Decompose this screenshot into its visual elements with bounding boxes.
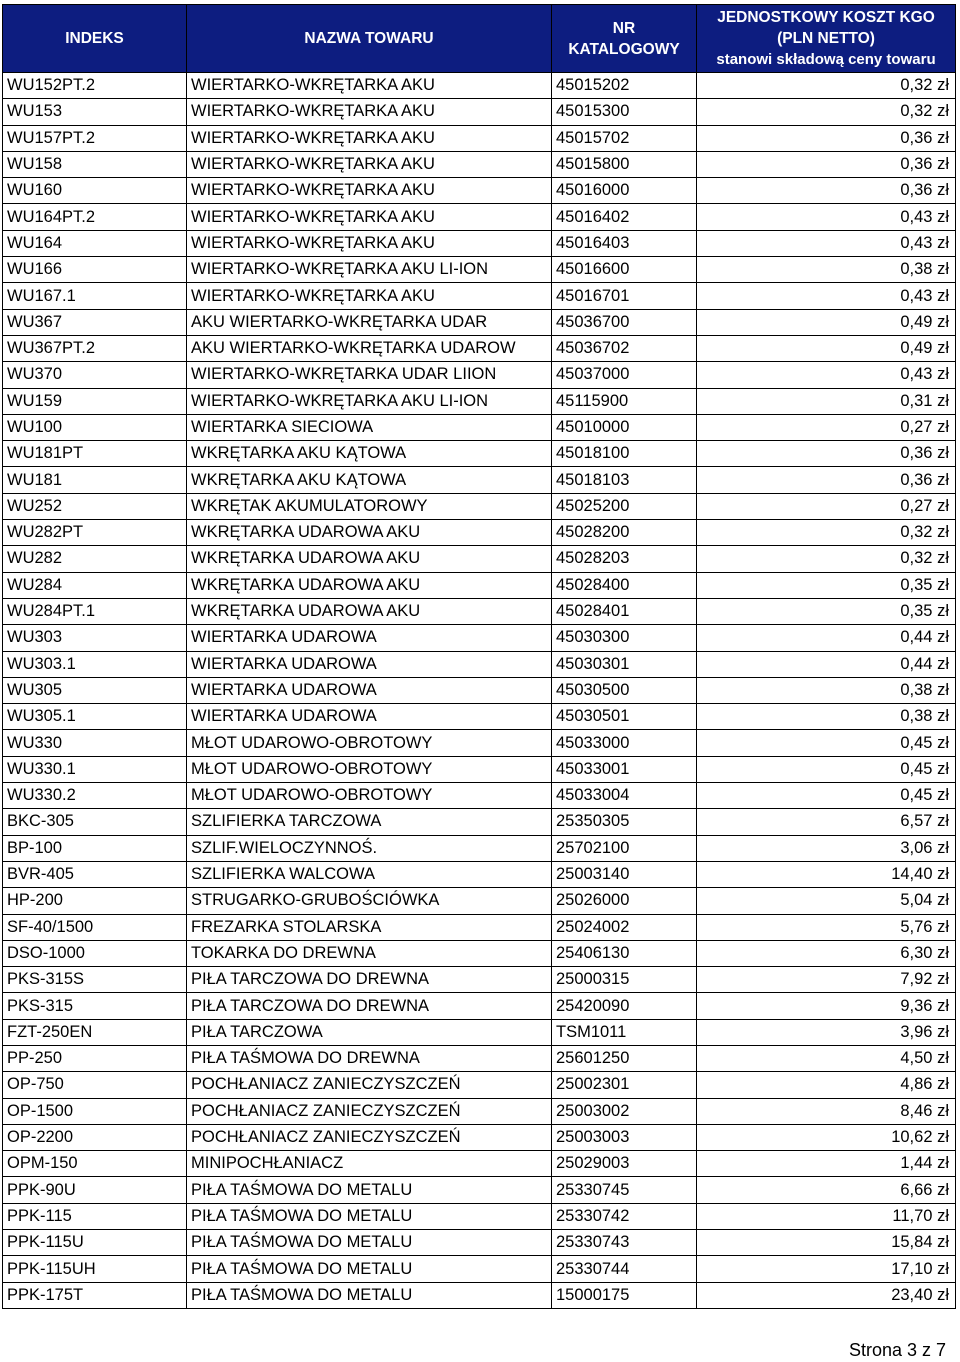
cell-nr-katalogowy: 25702100 (552, 835, 697, 861)
table-row (3, 1230, 956, 1256)
cell-nr-katalogowy: 25406130 (552, 940, 697, 966)
table-row (3, 835, 956, 861)
cell-nazwa: SZLIFIERKA WALCOWA (187, 861, 552, 887)
table-row (3, 993, 956, 1019)
cell-nazwa: FREZARKA STOLARSKA (187, 914, 552, 940)
table-row (3, 125, 956, 151)
cell-nazwa: WKRĘTARKA UDAROWA AKU (187, 520, 552, 546)
cell-nr-katalogowy: 45033001 (552, 756, 697, 782)
table-row (3, 467, 956, 493)
cell-nazwa: MINIPOCHŁANIACZ (187, 1151, 552, 1177)
cell-nazwa: PIŁA TAŚMOWA DO METALU (187, 1177, 552, 1203)
table-row (3, 861, 956, 887)
table-row (3, 1072, 956, 1098)
cell-indeks: WU164PT.2 (3, 204, 187, 230)
cell-indeks: WU159 (3, 388, 187, 414)
table-row (3, 1019, 956, 1045)
cell-nr-katalogowy: 45030300 (552, 625, 697, 651)
cell-koszt: 0,36 zł (697, 178, 956, 204)
cell-indeks: WU282 (3, 546, 187, 572)
cell-koszt: 14,40 zł (697, 861, 956, 887)
table-row (3, 572, 956, 598)
cell-indeks: OP-2200 (3, 1124, 187, 1150)
cell-indeks: OP-750 (3, 1072, 187, 1098)
table-row (3, 1256, 956, 1282)
table-row (3, 1282, 956, 1308)
cell-koszt: 4,86 zł (697, 1072, 956, 1098)
cell-nr-katalogowy: 45016701 (552, 283, 697, 309)
table-row (3, 1151, 956, 1177)
cell-koszt: 0,31 zł (697, 388, 956, 414)
cell-nazwa: SZLIFIERKA TARCZOWA (187, 809, 552, 835)
cell-nr-katalogowy: 45030301 (552, 651, 697, 677)
cell-nr-katalogowy: 25330743 (552, 1230, 697, 1256)
cell-koszt: 0,43 zł (697, 362, 956, 388)
cell-koszt: 9,36 zł (697, 993, 956, 1019)
cell-indeks: WU153 (3, 99, 187, 125)
cell-nazwa: PIŁA TAŚMOWA DO DREWNA (187, 1045, 552, 1071)
table-row (3, 441, 956, 467)
cell-nr-katalogowy: 25003140 (552, 861, 697, 887)
cell-nazwa: WIERTARKO-WKRĘTARKA AKU (187, 73, 552, 99)
cell-nr-katalogowy: 45036702 (552, 335, 697, 361)
cell-nazwa: PIŁA TAŚMOWA DO METALU (187, 1256, 552, 1282)
cell-koszt: 0,36 zł (697, 441, 956, 467)
table-row (3, 204, 956, 230)
cell-nr-katalogowy: 45115900 (552, 388, 697, 414)
table-row (3, 520, 956, 546)
cell-nazwa: MŁOT UDAROWO-OBROTOWY (187, 730, 552, 756)
header-koszt-line3: stanowi składową ceny towaru (716, 51, 936, 68)
cell-koszt: 6,57 zł (697, 809, 956, 835)
cell-koszt: 0,45 zł (697, 756, 956, 782)
cell-indeks: WU100 (3, 414, 187, 440)
cell-indeks: WU305.1 (3, 704, 187, 730)
cell-koszt: 0,43 zł (697, 204, 956, 230)
cell-koszt: 0,45 zł (697, 783, 956, 809)
cell-indeks: OP-1500 (3, 1098, 187, 1124)
cell-koszt: 5,04 zł (697, 888, 956, 914)
table-row (3, 335, 956, 361)
cell-nr-katalogowy: 45015202 (552, 73, 697, 99)
cell-nr-katalogowy: 45033000 (552, 730, 697, 756)
cell-koszt: 0,45 zł (697, 730, 956, 756)
cell-koszt: 0,35 zł (697, 598, 956, 624)
cell-nr-katalogowy: 45015800 (552, 151, 697, 177)
cell-nr-katalogowy: 25420090 (552, 993, 697, 1019)
table-row (3, 1098, 956, 1124)
cell-koszt: 0,36 zł (697, 467, 956, 493)
cell-nazwa: WIERTARKA UDAROWA (187, 677, 552, 703)
cell-nr-katalogowy: 25029003 (552, 1151, 697, 1177)
cell-koszt: 0,38 zł (697, 677, 956, 703)
cell-nazwa: AKU WIERTARKO-WKRĘTARKA UDAR (187, 309, 552, 335)
cell-koszt: 7,92 zł (697, 967, 956, 993)
cell-koszt: 8,46 zł (697, 1098, 956, 1124)
cell-koszt: 0,43 zł (697, 230, 956, 256)
cell-nr-katalogowy: 25003003 (552, 1124, 697, 1150)
cell-koszt: 6,66 zł (697, 1177, 956, 1203)
table-row (3, 99, 956, 125)
cell-koszt: 23,40 zł (697, 1282, 956, 1308)
cell-indeks: WU157PT.2 (3, 125, 187, 151)
table-row (3, 414, 956, 440)
cell-koszt: 0,49 zł (697, 309, 956, 335)
cell-indeks: PPK-90U (3, 1177, 187, 1203)
cell-nr-katalogowy: 25002301 (552, 1072, 697, 1098)
cell-nr-katalogowy: 25350305 (552, 809, 697, 835)
cell-koszt: 0,27 zł (697, 493, 956, 519)
table-row (3, 1177, 956, 1203)
cell-nazwa: WIERTARKO-WKRĘTARKA AKU LI-ION (187, 257, 552, 283)
cell-indeks: DSO-1000 (3, 940, 187, 966)
cell-nr-katalogowy: 25601250 (552, 1045, 697, 1071)
cell-nazwa: WKRĘTARKA AKU KĄTOWA (187, 441, 552, 467)
cell-indeks: WU370 (3, 362, 187, 388)
cell-nazwa: POCHŁANIACZ ZANIECZYSZCZEŃ (187, 1098, 552, 1124)
header-nr-line2: KATALOGOWY (568, 40, 680, 58)
cell-nazwa: PIŁA TAŚMOWA DO METALU (187, 1203, 552, 1229)
cell-koszt: 3,96 zł (697, 1019, 956, 1045)
cell-koszt: 5,76 zł (697, 914, 956, 940)
cell-nazwa: WIERTARKO-WKRĘTARKA AKU (187, 283, 552, 309)
cell-nr-katalogowy: 45025200 (552, 493, 697, 519)
cell-nazwa: WIERTARKO-WKRĘTARKA AKU (187, 204, 552, 230)
header-koszt-kgo (697, 5, 956, 73)
cell-koszt: 0,43 zł (697, 283, 956, 309)
cell-indeks: PKS-315 (3, 993, 187, 1019)
table-row (3, 1045, 956, 1071)
cell-nr-katalogowy: 45036700 (552, 309, 697, 335)
table-row (3, 257, 956, 283)
cell-indeks: PPK-115U (3, 1230, 187, 1256)
table-row (3, 388, 956, 414)
cell-nazwa: WIERTARKA SIECIOWA (187, 414, 552, 440)
cell-nr-katalogowy: 45028401 (552, 598, 697, 624)
cell-nr-katalogowy: 45028203 (552, 546, 697, 572)
cell-nr-katalogowy: 25330744 (552, 1256, 697, 1282)
header-nr-line1: NR (612, 19, 636, 37)
header-koszt-line1: JEDNOSTKOWY KOSZT KGO (717, 9, 935, 26)
cell-nazwa: PIŁA TARCZOWA DO DREWNA (187, 993, 552, 1019)
cell-indeks: FZT-250EN (3, 1019, 187, 1045)
cell-nazwa: MŁOT UDAROWO-OBROTOWY (187, 783, 552, 809)
cell-indeks: WU367PT.2 (3, 335, 187, 361)
table-row (3, 151, 956, 177)
table-row (3, 283, 956, 309)
table-row (3, 704, 956, 730)
cell-indeks: PPK-115 (3, 1203, 187, 1229)
table-row (3, 783, 956, 809)
cell-nazwa: WKRĘTAK AKUMULATOROWY (187, 493, 552, 519)
header-indeks: INDEKS (3, 5, 187, 73)
cell-indeks: WU282PT (3, 520, 187, 546)
cell-nazwa: WIERTARKA UDAROWA (187, 625, 552, 651)
cell-indeks: WU330.2 (3, 783, 187, 809)
cell-koszt: 1,44 zł (697, 1151, 956, 1177)
cell-nr-katalogowy: 45028400 (552, 572, 697, 598)
cell-nazwa: WIERTARKA UDAROWA (187, 704, 552, 730)
cell-nazwa: WIERTARKO-WKRĘTARKA AKU LI-ION (187, 388, 552, 414)
cell-nazwa: WIERTARKA UDAROWA (187, 651, 552, 677)
cell-koszt: 0,27 zł (697, 414, 956, 440)
cell-indeks: WU284PT.1 (3, 598, 187, 624)
cell-nr-katalogowy: 45033004 (552, 783, 697, 809)
cell-nr-katalogowy: 45028200 (552, 520, 697, 546)
cell-nazwa: PIŁA TARCZOWA (187, 1019, 552, 1045)
table-row (3, 309, 956, 335)
cell-nazwa: STRUGARKO-GRUBOŚCIÓWKA (187, 888, 552, 914)
cell-koszt: 11,70 zł (697, 1203, 956, 1229)
cell-nazwa: MŁOT UDAROWO-OBROTOWY (187, 756, 552, 782)
cell-koszt: 0,36 zł (697, 151, 956, 177)
table-row (3, 967, 956, 993)
cell-nr-katalogowy: TSM1011 (552, 1019, 697, 1045)
table-row (3, 809, 956, 835)
cell-indeks: WU303.1 (3, 651, 187, 677)
cell-nr-katalogowy: 45016600 (552, 257, 697, 283)
cell-nazwa: TOKARKA DO DREWNA (187, 940, 552, 966)
cell-koszt: 3,06 zł (697, 835, 956, 861)
cell-indeks: BVR-405 (3, 861, 187, 887)
cell-koszt: 0,44 zł (697, 651, 956, 677)
cell-nr-katalogowy: 15000175 (552, 1282, 697, 1308)
cell-koszt: 0,44 zł (697, 625, 956, 651)
cell-nr-katalogowy: 25026000 (552, 888, 697, 914)
cell-indeks: WU252 (3, 493, 187, 519)
cell-koszt: 0,38 zł (697, 257, 956, 283)
cell-koszt: 4,50 zł (697, 1045, 956, 1071)
cell-indeks: WU181PT (3, 441, 187, 467)
cell-koszt: 0,32 zł (697, 546, 956, 572)
cell-indeks: WU284 (3, 572, 187, 598)
cell-nazwa: POCHŁANIACZ ZANIECZYSZCZEŃ (187, 1124, 552, 1150)
cell-nr-katalogowy: 45010000 (552, 414, 697, 440)
table-row (3, 178, 956, 204)
cell-nr-katalogowy: 25330742 (552, 1203, 697, 1229)
cell-nazwa: WIERTARKO-WKRĘTARKA AKU (187, 230, 552, 256)
cell-nr-katalogowy: 25024002 (552, 914, 697, 940)
cell-nr-katalogowy: 45015702 (552, 125, 697, 151)
header-nr-katalogowy (552, 5, 697, 73)
cell-koszt: 6,30 zł (697, 940, 956, 966)
cell-koszt: 0,35 zł (697, 572, 956, 598)
cell-nazwa: AKU WIERTARKO-WKRĘTARKA UDAROW (187, 335, 552, 361)
cell-nr-katalogowy: 25003002 (552, 1098, 697, 1124)
cell-nr-katalogowy: 45030501 (552, 704, 697, 730)
cell-nazwa: WIERTARKO-WKRĘTARKA AKU (187, 151, 552, 177)
cell-nazwa: WKRĘTARKA UDAROWA AKU (187, 546, 552, 572)
cell-koszt: 15,84 zł (697, 1230, 956, 1256)
cell-nazwa: PIŁA TAŚMOWA DO METALU (187, 1230, 552, 1256)
cell-indeks: WU330.1 (3, 756, 187, 782)
cell-indeks: WU167.1 (3, 283, 187, 309)
cell-indeks: WU305 (3, 677, 187, 703)
cell-koszt: 0,38 zł (697, 704, 956, 730)
page-number: Strona 3 z 7 (848, 1340, 946, 1360)
cell-indeks: PPK-175T (3, 1282, 187, 1308)
cell-nazwa: PIŁA TAŚMOWA DO METALU (187, 1282, 552, 1308)
price-table (2, 4, 956, 1309)
cell-indeks: WU152PT.2 (3, 73, 187, 99)
cell-nr-katalogowy: 45015300 (552, 99, 697, 125)
cell-koszt: 10,62 zł (697, 1124, 956, 1150)
cell-indeks: PKS-315S (3, 967, 187, 993)
cell-nazwa: SZLIF.WIELOCZYNNOŚ. (187, 835, 552, 861)
cell-nr-katalogowy: 45030500 (552, 677, 697, 703)
header-koszt-line2: (PLN NETTO) (777, 30, 875, 47)
cell-nazwa: WIERTARKO-WKRĘTARKA AKU (187, 125, 552, 151)
cell-indeks: WU166 (3, 257, 187, 283)
cell-indeks: PP-250 (3, 1045, 187, 1071)
cell-nr-katalogowy: 25330745 (552, 1177, 697, 1203)
table-row (3, 756, 956, 782)
cell-indeks: WU181 (3, 467, 187, 493)
cell-nazwa: PIŁA TARCZOWA DO DREWNA (187, 967, 552, 993)
header-nazwa-towaru: NAZWA TOWARU (187, 5, 552, 73)
cell-koszt: 17,10 zł (697, 1256, 956, 1282)
cell-koszt: 0,49 zł (697, 335, 956, 361)
cell-nr-katalogowy: 25000315 (552, 967, 697, 993)
cell-indeks: SF-40/1500 (3, 914, 187, 940)
cell-koszt: 0,32 zł (697, 520, 956, 546)
cell-indeks: WU367 (3, 309, 187, 335)
table-row (3, 493, 956, 519)
table-row (3, 546, 956, 572)
table-row (3, 230, 956, 256)
table-row (3, 914, 956, 940)
cell-nazwa: WKRĘTARKA UDAROWA AKU (187, 572, 552, 598)
cell-indeks: BP-100 (3, 835, 187, 861)
cell-nr-katalogowy: 45016403 (552, 230, 697, 256)
cell-nr-katalogowy: 45016000 (552, 178, 697, 204)
cell-nazwa: WKRĘTARKA UDAROWA AKU (187, 598, 552, 624)
cell-indeks: BKC-305 (3, 809, 187, 835)
table-row (3, 598, 956, 624)
table-row (3, 651, 956, 677)
cell-indeks: PPK-115UH (3, 1256, 187, 1282)
table-row (3, 625, 956, 651)
cell-koszt: 0,32 zł (697, 73, 956, 99)
cell-indeks: WU303 (3, 625, 187, 651)
table-row (3, 940, 956, 966)
cell-indeks: OPM-150 (3, 1151, 187, 1177)
cell-nazwa: WIERTARKO-WKRĘTARKA UDAR LIION (187, 362, 552, 388)
table-row (3, 73, 956, 99)
cell-indeks: WU330 (3, 730, 187, 756)
cell-koszt: 0,36 zł (697, 125, 956, 151)
table-row (3, 677, 956, 703)
table-row (3, 362, 956, 388)
cell-nr-katalogowy: 45018100 (552, 441, 697, 467)
table-row (3, 1124, 956, 1150)
cell-indeks: HP-200 (3, 888, 187, 914)
cell-indeks: WU158 (3, 151, 187, 177)
cell-nazwa: WKRĘTARKA AKU KĄTOWA (187, 467, 552, 493)
cell-nazwa: POCHŁANIACZ ZANIECZYSZCZEŃ (187, 1072, 552, 1098)
table-row (3, 888, 956, 914)
cell-indeks: WU160 (3, 178, 187, 204)
table-row (3, 730, 956, 756)
cell-nr-katalogowy: 45018103 (552, 467, 697, 493)
cell-nazwa: WIERTARKO-WKRĘTARKA AKU (187, 178, 552, 204)
header-row (3, 5, 956, 73)
table-row (3, 1203, 956, 1229)
cell-nr-katalogowy: 45016402 (552, 204, 697, 230)
cell-indeks: WU164 (3, 230, 187, 256)
cell-nr-katalogowy: 45037000 (552, 362, 697, 388)
cell-nazwa: WIERTARKO-WKRĘTARKA AKU (187, 99, 552, 125)
cell-koszt: 0,32 zł (697, 99, 956, 125)
